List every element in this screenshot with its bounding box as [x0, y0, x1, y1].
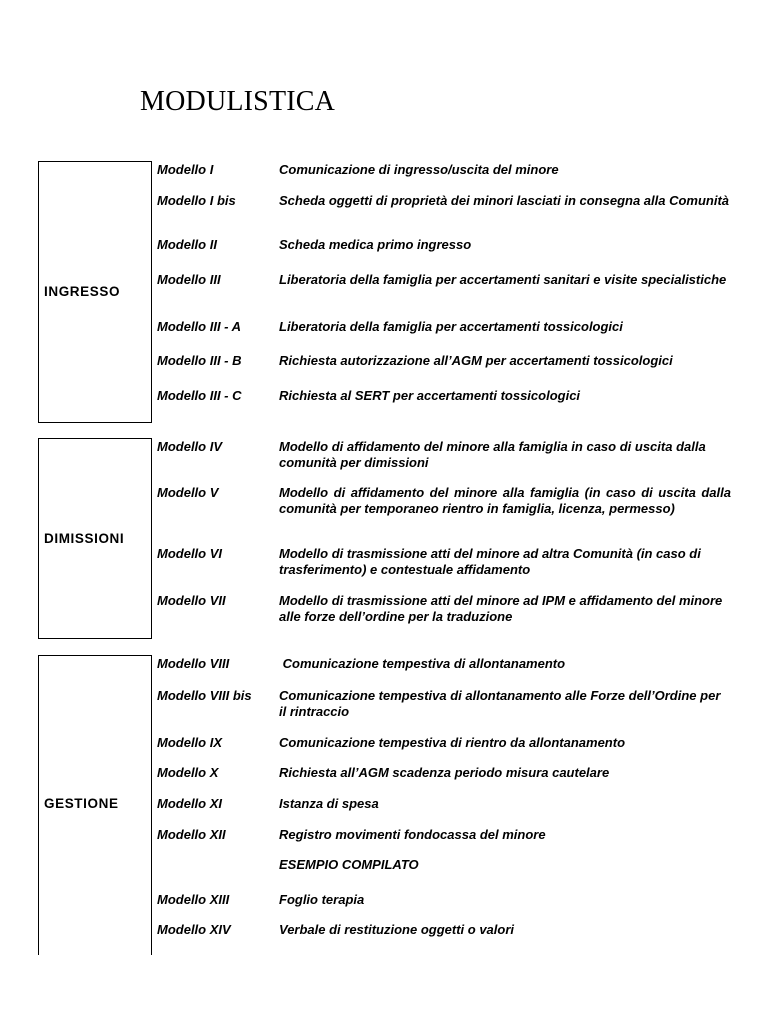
model-link[interactable]: Verbale di restituzione oggetti o valori: [279, 922, 515, 937]
model-code: Modello I: [157, 162, 214, 177]
model-code: Modello XIII: [157, 892, 230, 907]
model-code: Modello VIII: [157, 656, 230, 671]
section-label-ingresso: INGRESSO: [44, 284, 121, 299]
model-link[interactable]: Modello di trasmissione atti del minore ad altra Comunità (in caso di trasferimento) e contestuale affidamento: [279, 546, 701, 577]
model-code: Modello V: [157, 485, 219, 500]
model-code: Modello VII: [157, 593, 226, 608]
model-code: Modello IX: [157, 735, 222, 750]
model-link[interactable]: Richiesta al SERT per accertamenti tossicologici: [279, 388, 581, 403]
model-link[interactable]: Foglio terapia: [279, 892, 365, 907]
model-link[interactable]: Scheda medica primo ingresso: [279, 237, 472, 252]
page-title: MODULISTICA: [140, 86, 336, 117]
model-link[interactable]: Modello di affidamento del minore alla famiglia (in caso di uscita dalla comunità per temporaneo rientro in famiglia, licenza, permesso): [279, 485, 731, 516]
model-code: Modello III - B: [157, 353, 242, 368]
section-label-gestione: GESTIONE: [44, 796, 119, 811]
model-code: Modello VI: [157, 546, 222, 561]
model-code: Modello I bis: [157, 193, 236, 208]
model-code: Modello IV: [157, 439, 222, 454]
model-link[interactable]: Modello di trasmissione atti del minore ad IPM e affidamento del minore alle forze dell’ordine per la traduzione: [279, 593, 723, 624]
model-link[interactable]: Istanza di spesa: [279, 796, 379, 811]
model-code: Modello X: [157, 765, 219, 780]
model-code: Modello VIII bis: [157, 688, 252, 703]
model-link[interactable]: Comunicazione tempestiva di allontanamento alle Forze dell’Ordine per il rintraccio: [279, 688, 721, 719]
model-link[interactable]: Registro movimenti fondocassa del minore: [279, 827, 546, 842]
model-code: Modello III: [157, 272, 221, 287]
model-link[interactable]: Liberatoria della famiglia per accertamenti tossicologici: [279, 319, 623, 334]
model-code: Modello XI: [157, 796, 222, 811]
model-code: Modello III - A: [157, 319, 242, 334]
model-link[interactable]: Richiesta autorizzazione all’AGM per accertamenti tossicologici: [279, 353, 673, 368]
model-link[interactable]: Comunicazione di ingresso/uscita del minore: [279, 162, 559, 177]
model-link[interactable]: Liberatoria della famiglia per accertamenti sanitari e visite specialistiche: [279, 272, 727, 287]
model-link[interactable]: Scheda oggetti di proprietà dei minori lasciati in consegna alla Comunità: [279, 193, 730, 208]
section-label-dimissioni: DIMISSIONI: [44, 531, 125, 546]
model-code: Modello XII: [157, 827, 226, 842]
model-code: Modello II: [157, 237, 217, 252]
model-code: Modello III - C: [157, 388, 242, 403]
model-code: Modello XIV: [157, 922, 231, 937]
model-link[interactable]: Comunicazione tempestiva di allontanamento: [279, 656, 566, 671]
model-link[interactable]: Modello di affidamento del minore alla famiglia in caso di uscita dalla comunità per dimissioni: [279, 439, 706, 470]
example-link[interactable]: ESEMPIO COMPILATO: [279, 857, 419, 872]
model-link[interactable]: Comunicazione tempestiva di rientro da allontanamento: [279, 735, 626, 750]
model-link[interactable]: Richiesta all’AGM scadenza periodo misura cautelare: [279, 765, 610, 780]
